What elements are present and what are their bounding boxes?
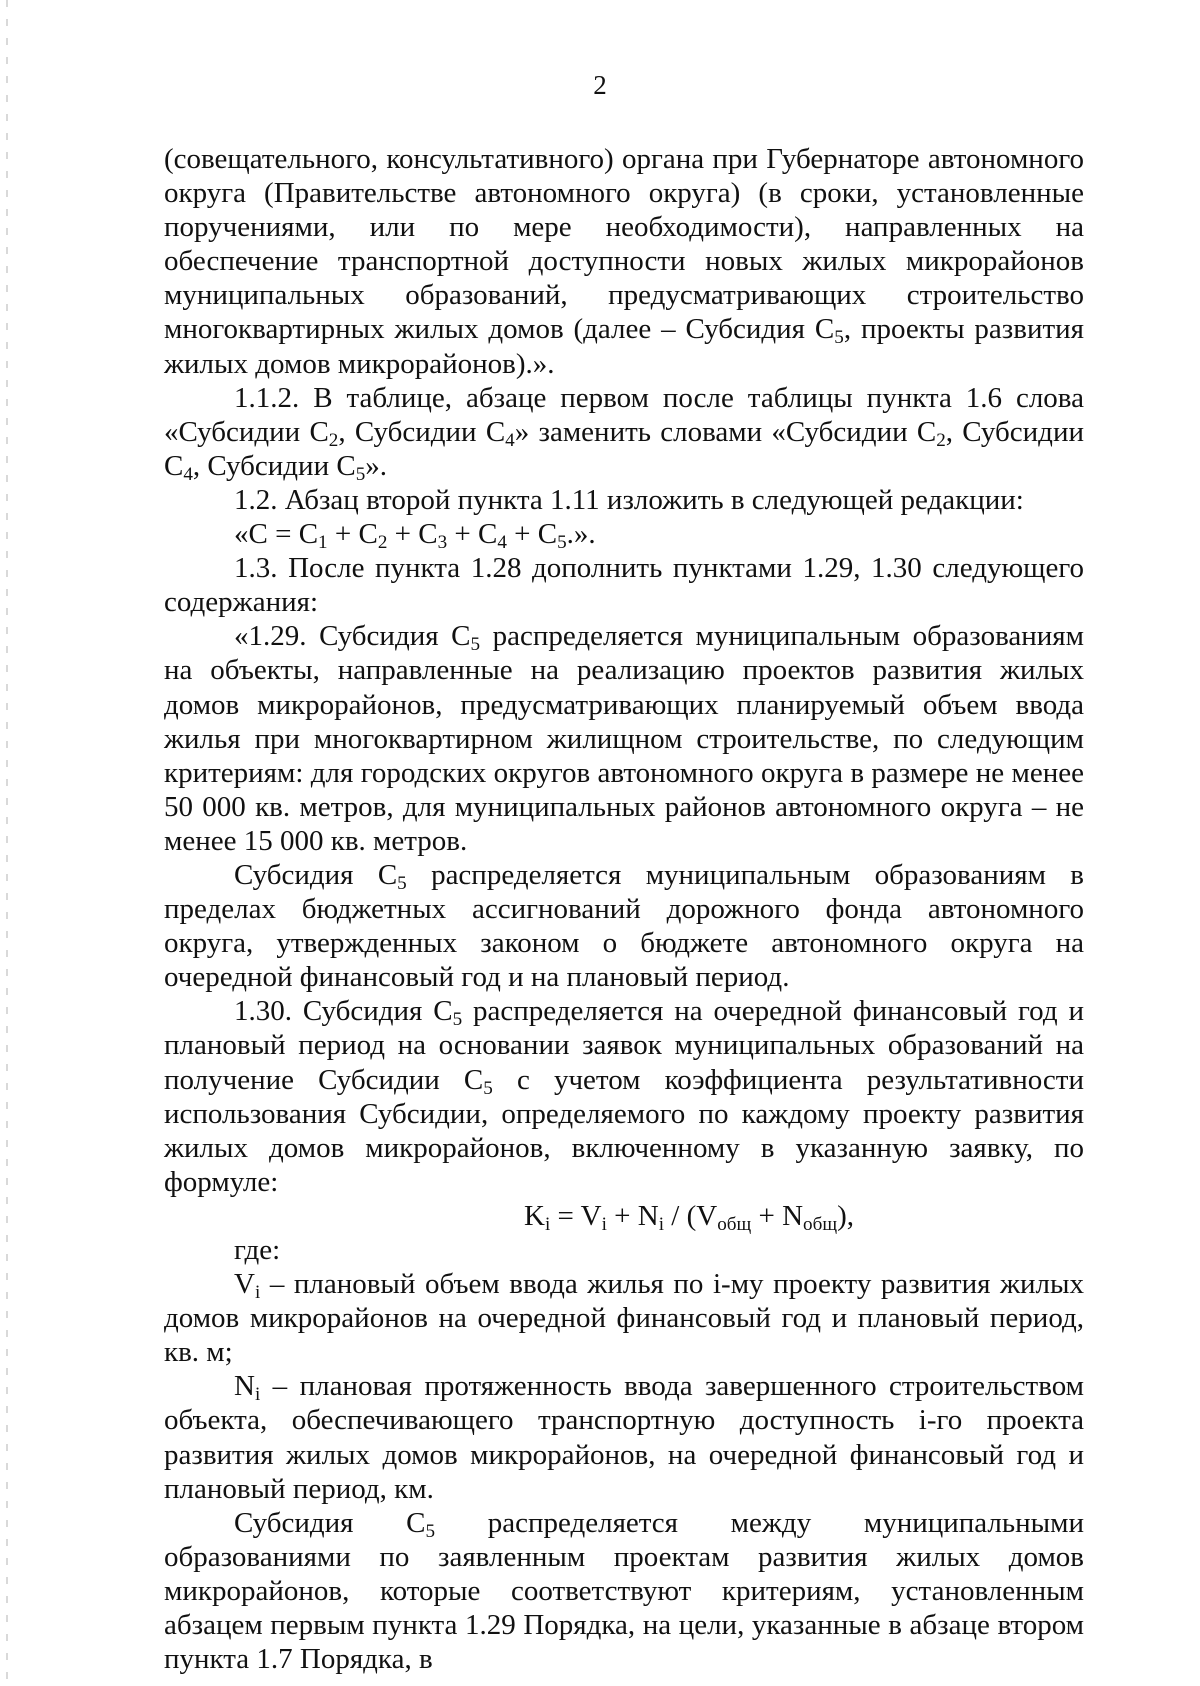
paragraph-where: где: xyxy=(234,1234,281,1266)
coefficient-formula: $K_i = V_i + N_i / (V_{общ} + N_{общ})$, xyxy=(524,1199,854,1235)
paragraph-1-3: 1.3. После пункта 1.28 дополнить пунктами 1.29, 1.30 следующего содержания: xyxy=(164,552,1084,619)
paragraph-1-30: 1.30. Субсидия $С_5$ распределяется на очередной финансовый год и плановый период на основании заявок муниципальных образований на получение Субсидии $С_5$ с учетом коэффициента результативности использования Субсидии, определяемого по каждому проекту развития жилых домов микрорайонов, включенному в указанную заявку, по формуле: xyxy=(164,995,1084,1198)
paragraph-subsidy-budget: Субсидия $С_5$ распределяется муниципальным образованиям в пределах бюджетных ассигнований дорожного фонда автономного округа, утвержденных законом о бюджете автономного округа на очередной финансовый год и на плановый период. xyxy=(164,858,1084,994)
paragraph-1-29: «1.29. Субсидия $С_5$ распределяется муниципальным образованиям на объекты, направленные на реализацию проектов развития жилых домов микрорайонов, предусматривающих планируемый объем ввода жилья при многоквартирном жилищном строительстве, по следующим критериям: для городских округов автономного округа в размере не менее 50 000 кв. метров, для муниципальных районов автономного округа – не менее 15 000 кв. метров. xyxy=(164,620,1084,857)
scan-edge-marks xyxy=(6,0,8,1686)
definition-n-i: $N_i$ – плановая протяженность ввода завершенного строительством объекта, обеспечивающего транспортную доступность i-го проекта развития жилых домов микрорайонов, на очередной финансовый год и плановый период, км. xyxy=(164,1370,1084,1505)
paragraph-1-2: 1.2. Абзац второй пункта 1.11 изложить в следующей редакции: xyxy=(234,483,1024,516)
definition-v-i: $V_i$ – плановый объем ввода жилья по i-му проекту развития жилых домов микрорайонов на очередной финансовый год и плановый период, кв. м; xyxy=(164,1268,1084,1369)
paragraph-continuation: (совещательного, консультативного) органа при Губернаторе автономного округа (Правительстве автономного округа) (в сроки, установленные поручениями, или по мере необходимости), направленных на обеспечение транспортной доступности новых жилых микрорайонов муниципальных образований, предусматривающих строительство многоквартирных жилых домов (далее – Субсидия $С_5$, проекты развития жилых домов микрорайонов).». xyxy=(164,143,1084,380)
paragraph-subsidy-distribution: Субсидия $С_5$ распределяется между муниципальными образованиями по заявленным проектам развития жилых домов микрорайонов, которые соответствуют критериям, установленным абзацем первым пункта 1.29 Порядка, на цели, указанные в абзаце втором пункта 1.7 Порядка, в xyxy=(164,1506,1084,1676)
document-body xyxy=(164,142,1084,1676)
page-number: 2 xyxy=(593,70,607,100)
paragraph-1-1-2: 1.1.2. В таблице, абзаце первом после таблицы пункта 1.6 слова «Субсидии $С_2$, Субсидии $С_4$» заменить словами «Субсидии $С_2$, Субсидии $С_4$, Субсидии $С_5$». xyxy=(164,381,1084,485)
paragraph-sum-formula: «$С = С_1 + С_2 + С_3 + С_4 + С_5$.». xyxy=(234,518,596,553)
